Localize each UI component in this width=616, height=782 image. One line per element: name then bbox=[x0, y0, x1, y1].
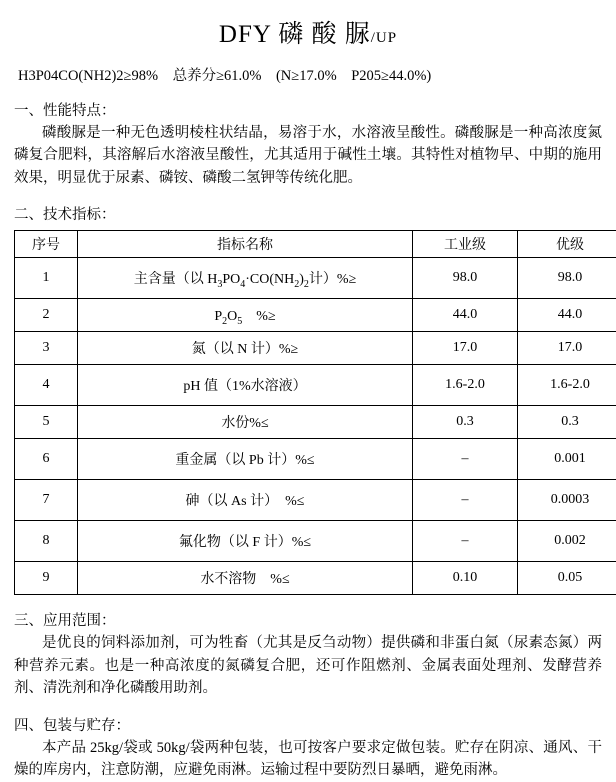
cell-industrial: – bbox=[413, 480, 518, 521]
section-body-packaging: 本产品 25kg/袋或 50kg/袋两种包装，也可按客户要求定做包装。贮存在阴凉、通风、干燥的库房内，注意防潮，应避免雨淋。运输过程中要防烈日暴晒，避免雨淋。 bbox=[14, 737, 602, 782]
column-header-premium: 优级 bbox=[518, 231, 616, 258]
cell-premium: 44.0 bbox=[518, 299, 616, 332]
section-body-applications: 是优良的饲料添加剂，可为牲畜（尤其是反刍动物）提供磷和非蛋白氮（尿素态氮）两种营养元素。也是一种高浓度的氮磷复合肥，还可作阻燃剂、金属表面处理剂、发酵营养剂、清洗剂和净化磷酸用助剂。 bbox=[14, 632, 602, 699]
table-row bbox=[15, 562, 616, 595]
cell-name: 水不溶物 %≤ bbox=[78, 562, 413, 595]
cell-no: 5 bbox=[15, 406, 78, 439]
cell-no: 1 bbox=[15, 258, 78, 299]
product-title: DFY 磷 酸 脲 bbox=[219, 21, 371, 48]
cell-industrial: – bbox=[413, 521, 518, 562]
cell-no: 3 bbox=[15, 332, 78, 365]
cell-industrial: 44.0 bbox=[413, 299, 518, 332]
table-header-row bbox=[15, 231, 616, 258]
table-row bbox=[15, 332, 616, 365]
cell-premium: 17.0 bbox=[518, 332, 616, 365]
section-heading-packaging: 四、包装与贮存： bbox=[14, 714, 602, 735]
section-heading-features: 一、性能特点： bbox=[14, 99, 602, 120]
cell-industrial: 17.0 bbox=[413, 332, 518, 365]
cell-premium: 0.0003 bbox=[518, 480, 616, 521]
table-row bbox=[15, 406, 616, 439]
cell-name: $P_2O_5$ %≥ bbox=[78, 299, 413, 332]
chemical-formula-line: H3P04CO(NH2)2≥98% 总养分≥61.0% (N≥17.0% P205≥44.0%) bbox=[18, 64, 602, 85]
cell-name: 氮（以 N 计）%≥ bbox=[78, 332, 413, 365]
table-row bbox=[15, 258, 616, 299]
cell-industrial: 98.0 bbox=[413, 258, 518, 299]
cell-industrial: 0.10 bbox=[413, 562, 518, 595]
table-row bbox=[15, 521, 616, 562]
cell-name: 主含量（以 $H_3PO_4\cdot CO(NH_2)_2$计）%≥ bbox=[78, 258, 413, 299]
cell-premium: 1.6-2.0 bbox=[518, 365, 616, 406]
table-row bbox=[15, 299, 616, 332]
table-row bbox=[15, 365, 616, 406]
cell-industrial: – bbox=[413, 439, 518, 480]
column-header-no: 序号 bbox=[15, 231, 78, 258]
cell-name: 重金属（以 Pb 计）%≤ bbox=[78, 439, 413, 480]
section-heading-applications: 三、应用范围： bbox=[14, 609, 602, 630]
cell-no: 6 bbox=[15, 439, 78, 480]
cell-industrial: 1.6-2.0 bbox=[413, 365, 518, 406]
spec-table bbox=[14, 230, 616, 595]
cell-premium: 0.002 bbox=[518, 521, 616, 562]
column-header-name: 指标名称 bbox=[78, 231, 413, 258]
section-body-features: 磷酸脲是一种无色透明棱柱状结晶，易溶于水，水溶液呈酸性。磷酸脲是一种高浓度氮磷复合肥料，其溶解后水溶液呈酸性，尤其适用于碱性土壤。其特性对植物早、中期的施用效果，明显优于尿素、磷铵、磷酸二氢钾等传统化肥。 bbox=[14, 122, 602, 189]
table-row bbox=[15, 439, 616, 480]
section-heading-specs: 二、技术指标： bbox=[14, 203, 602, 224]
cell-premium: 98.0 bbox=[518, 258, 616, 299]
column-header-industrial: 工业级 bbox=[413, 231, 518, 258]
cell-no: 9 bbox=[15, 562, 78, 595]
cell-no: 8 bbox=[15, 521, 78, 562]
page-title bbox=[14, 14, 602, 50]
table-row bbox=[15, 480, 616, 521]
cell-industrial: 0.3 bbox=[413, 406, 518, 439]
cell-premium: 0.3 bbox=[518, 406, 616, 439]
cell-name: 砷（以 As 计） %≤ bbox=[78, 480, 413, 521]
cell-premium: 0.05 bbox=[518, 562, 616, 595]
cell-no: 2 bbox=[15, 299, 78, 332]
cell-name: 水份%≤ bbox=[78, 406, 413, 439]
table-body bbox=[15, 258, 616, 595]
cell-name: 氟化物（以 F 计）%≤ bbox=[78, 521, 413, 562]
cell-no: 7 bbox=[15, 480, 78, 521]
cell-premium: 0.001 bbox=[518, 439, 616, 480]
product-title-suffix: /UP bbox=[371, 30, 397, 46]
cell-no: 4 bbox=[15, 365, 78, 406]
cell-name: pH 值（1%水溶液） bbox=[78, 365, 413, 406]
